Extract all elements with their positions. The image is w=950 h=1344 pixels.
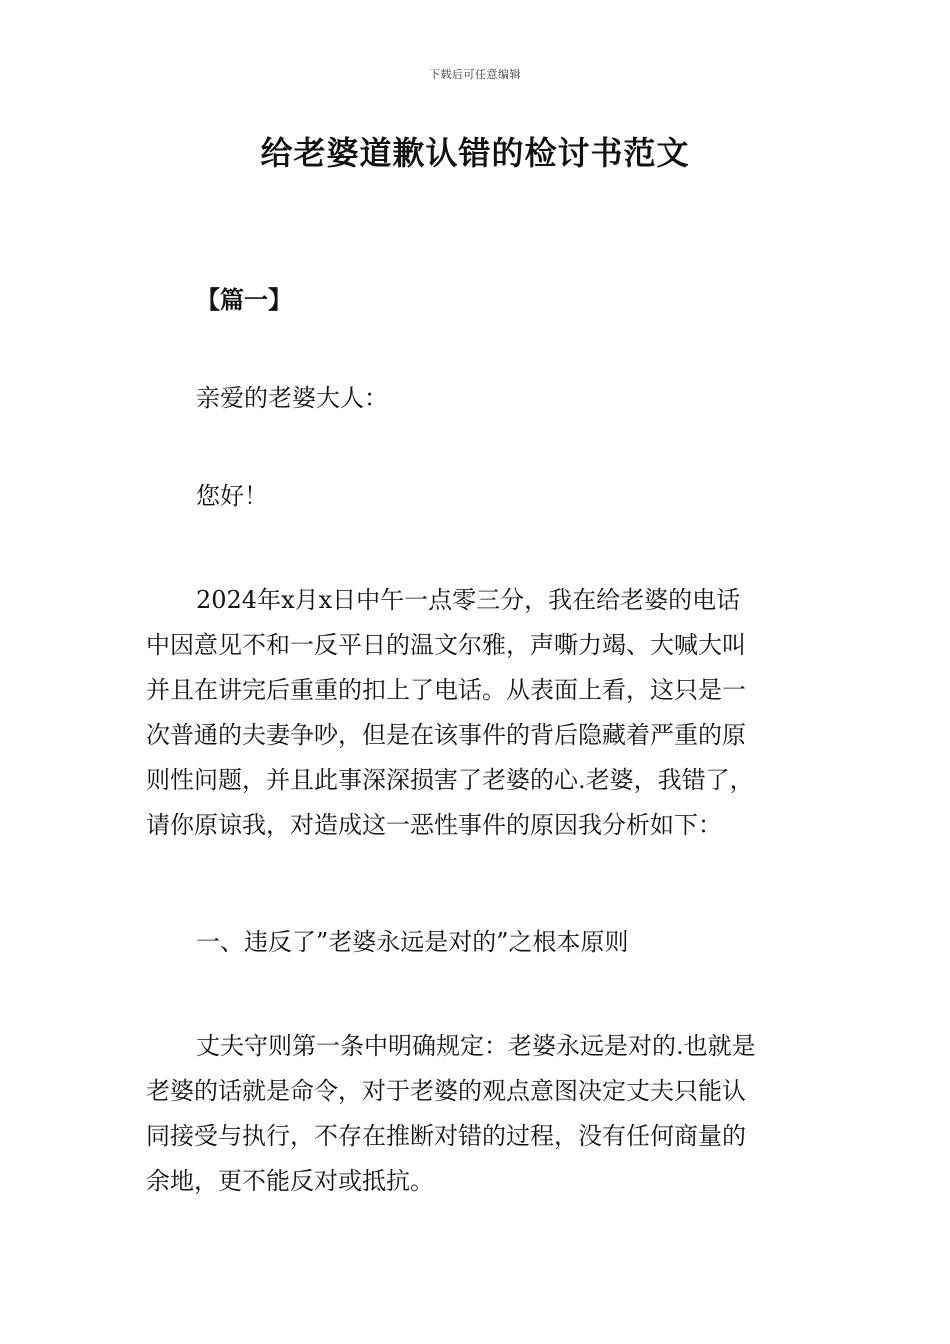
header-note: 下载后可任意编辑 — [429, 68, 521, 81]
paragraph-line: 老婆的话就是命令，对于老婆的观点意图决定丈夫只能认 — [146, 1077, 746, 1105]
paragraph-line: 次普通的夫妻争吵，但是在该事件的背后隐藏着严重的原 — [146, 721, 746, 749]
paragraph-line: 2024年x月x日中午一点零三分，我在给老婆的电话 — [196, 586, 741, 614]
greeting: 您好！ — [196, 482, 268, 510]
paragraph-line: 则性问题，并且此事深深损害了老婆的心.老婆，我错了， — [146, 766, 754, 794]
document-title: 给老婆道歉认错的检讨书范文 — [260, 134, 690, 172]
salutation: 亲爱的老婆大人： — [196, 384, 388, 412]
section-label: 【篇一】 — [196, 286, 292, 314]
paragraph-line: 请你原谅我，对造成这一恶性事件的原因我分析如下： — [146, 811, 722, 839]
section-heading-1: 一、违反了”老婆永远是对的”之根本原则 — [196, 928, 629, 956]
paragraph-line: 余地，更不能反对或抵抗。 — [146, 1167, 434, 1195]
paragraph-line: 丈夫守则第一条中明确规定：老婆永远是对的.也就是 — [196, 1032, 756, 1060]
paragraph-1 — [146, 578, 806, 848]
paragraph-line: 中因意见不和一反平日的温文尔雅，声嘶力竭、大喊大叫 — [146, 631, 746, 659]
paragraph-2 — [146, 1024, 806, 1204]
paragraph-line: 同接受与执行，不存在推断对错的过程，没有任何商量的 — [146, 1122, 746, 1150]
paragraph-line: 并且在讲完后重重的扣上了电话。从表面上看，这只是一 — [146, 676, 746, 704]
